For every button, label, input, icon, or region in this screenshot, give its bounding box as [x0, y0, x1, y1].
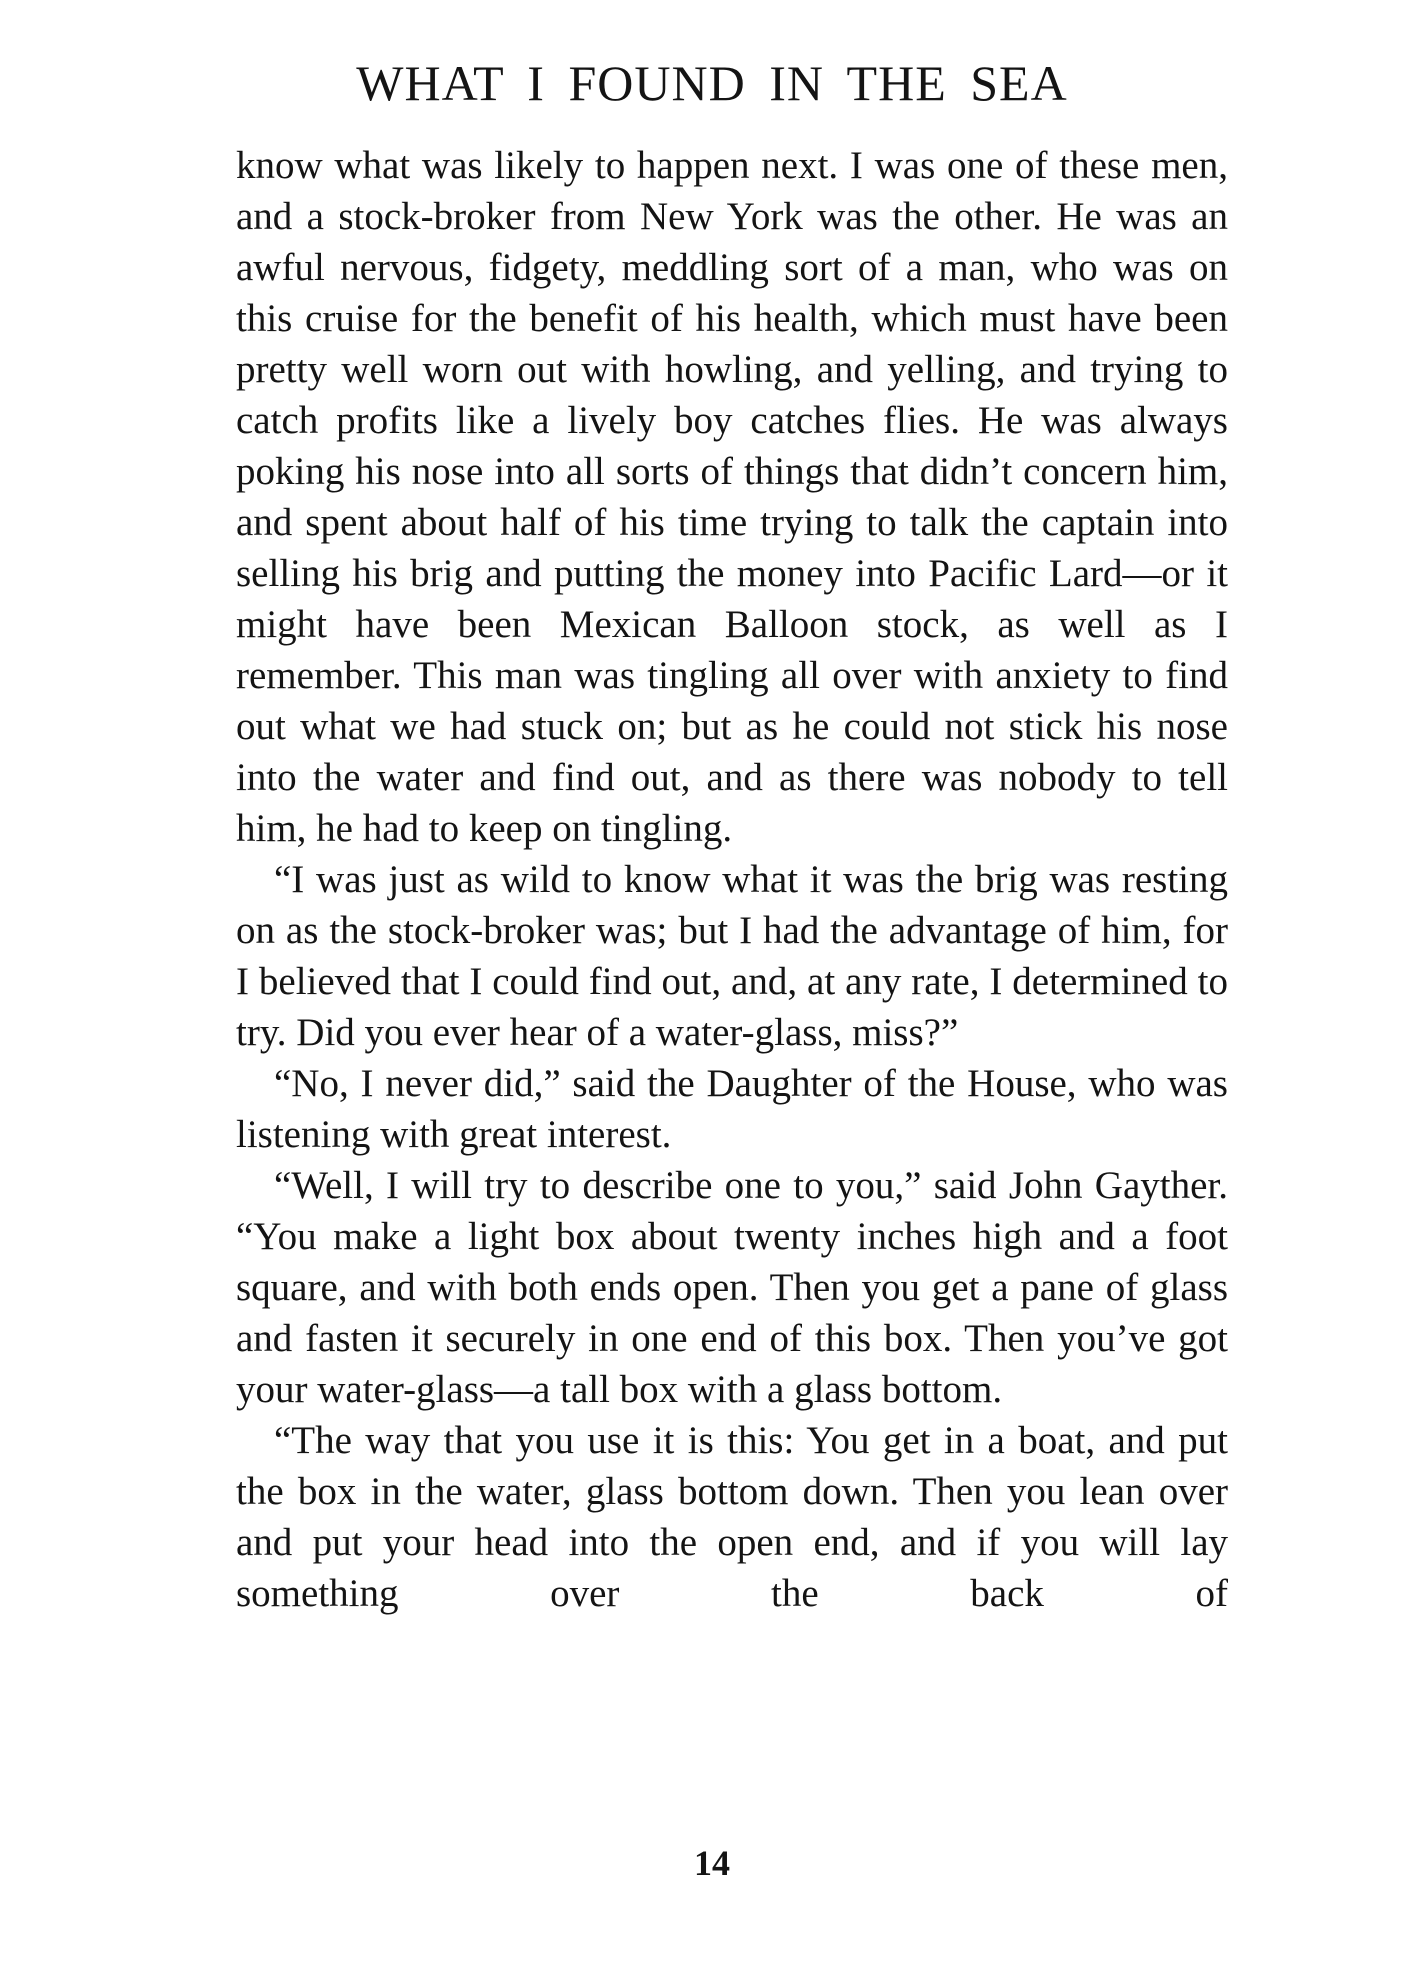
paragraph-5: “The way that you use it is this: You get in a boat, and put the box in the water, glass bottom down. Then you lean over and put your head into the open end, and if you will lay something over the back of	[236, 1419, 1228, 1615]
paragraph-3: “No, I never did,” said the Daughter of the House, who was listening with great interest.	[236, 1062, 1228, 1156]
paragraph-1: know what was likely to happen next. I was one of these men, and a stock-broker from New York was the other. He was an awful nervous, fidgety, meddling sort of a man, who was on this cruise for the benefit of his health, which must have been pretty well worn out with howling, and yelling, and trying to catch profits like a lively boy catches flies. He was always poking his nose into all sorts of things that didn’t concern him, and spent about half of his time trying to talk the captain into selling his brig and putting the money into Pacific Lard—or it might have been Mexican Balloon stock, as well as I remember. This man was tingling all over with anxiety to find out what we had stuck on; but as he could not stick his nose into the water and find out, and as there was nobody to tell him, he had to keep on tingling.	[236, 144, 1228, 850]
paragraph-4: “Well, I will try to describe one to you,” said John Gayther. “You make a light box about twenty inches high and a foot square, and with both ends open. Then you get a pane of glass and fasten it securely in one end of this box. Then you’ve got your water-glass—a tall box with a glass bottom.	[236, 1164, 1228, 1411]
running-head: WHAT I FOUND IN THE SEA	[356, 55, 1068, 111]
paragraph-2: “I was just as wild to know what it was the brig was resting on as the stock-broker was; but I had the advantage of him, for I believed that I could find out, and, at any rate, I determined to try. Did you ever hear of a water-glass, miss?”	[236, 858, 1228, 1054]
page-number: 14	[694, 1843, 730, 1883]
body-text	[236, 140, 1228, 1619]
